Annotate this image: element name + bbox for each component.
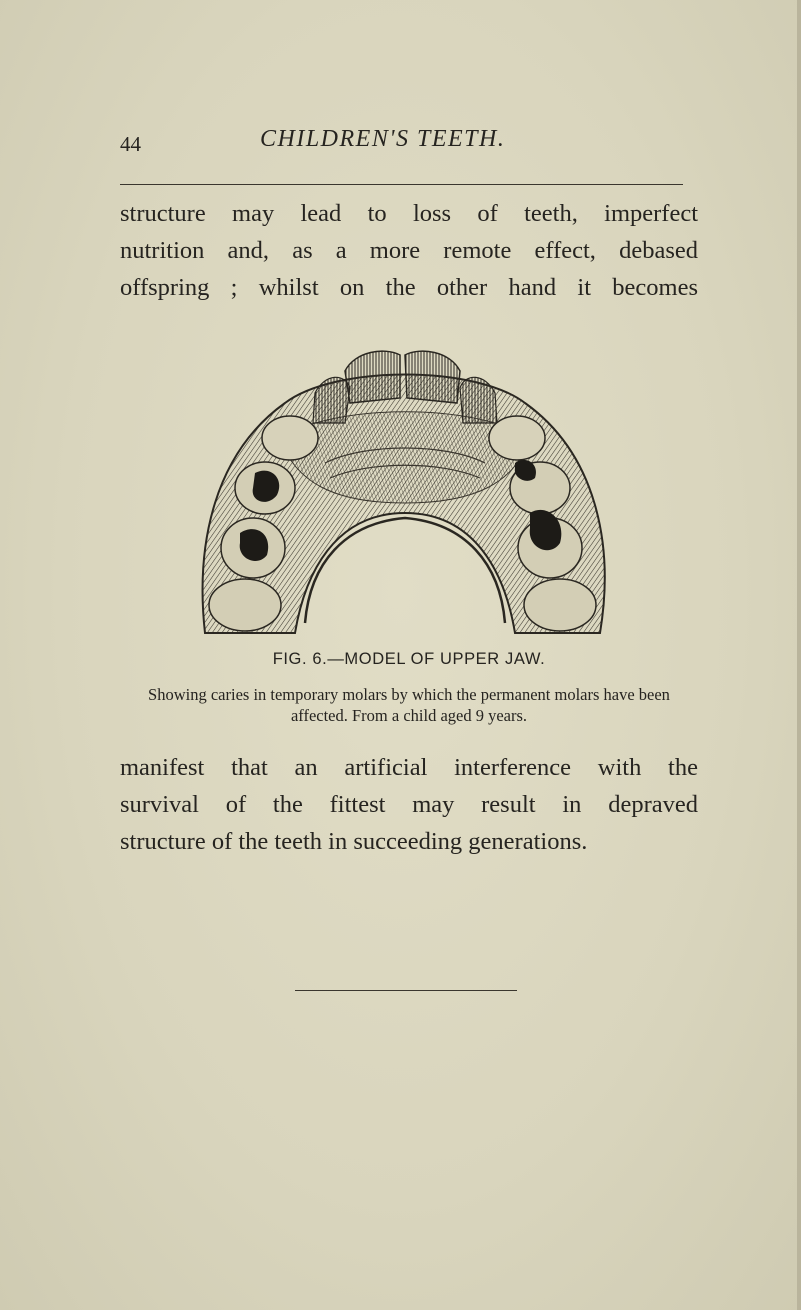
incisor-shape	[313, 377, 350, 423]
running-head	[120, 126, 680, 162]
figure-description: Showing caries in temporary molars by which the permanent molars have been affected. From a child aged 9 years.	[148, 685, 670, 725]
tooth-shape	[209, 579, 281, 631]
incisor-shape	[345, 351, 400, 403]
incisor-shape	[460, 377, 497, 423]
incisor-shape	[405, 351, 460, 403]
tooth-shape	[524, 579, 596, 631]
paragraph-bottom	[120, 749, 698, 860]
text-line: nutrition and, as a more remote effect, debased	[120, 237, 698, 264]
end-rule	[295, 990, 517, 991]
text-line: structure may lead to loss of teeth, imperfect	[120, 200, 698, 227]
text-line: survival of the fittest may result in depraved	[120, 791, 698, 818]
page-edge	[797, 0, 801, 1310]
paragraph-top	[120, 195, 698, 306]
tooth-shape	[489, 416, 545, 460]
text-line: offspring ; whilst on the other hand it becomes	[120, 274, 698, 301]
figure-caption: FIG. 6.—MODEL OF UPPER JAW.	[272, 650, 546, 668]
page-number: 44	[120, 132, 141, 156]
running-title: CHILDREN'S TEETH.	[260, 126, 506, 152]
header-rule	[120, 184, 683, 185]
upper-jaw-illustration	[195, 343, 615, 643]
tooth-shape	[262, 416, 318, 460]
text-line: manifest that an artificial interference with the	[120, 754, 698, 781]
text-line: structure of the teeth in succeeding generations.	[120, 828, 588, 855]
